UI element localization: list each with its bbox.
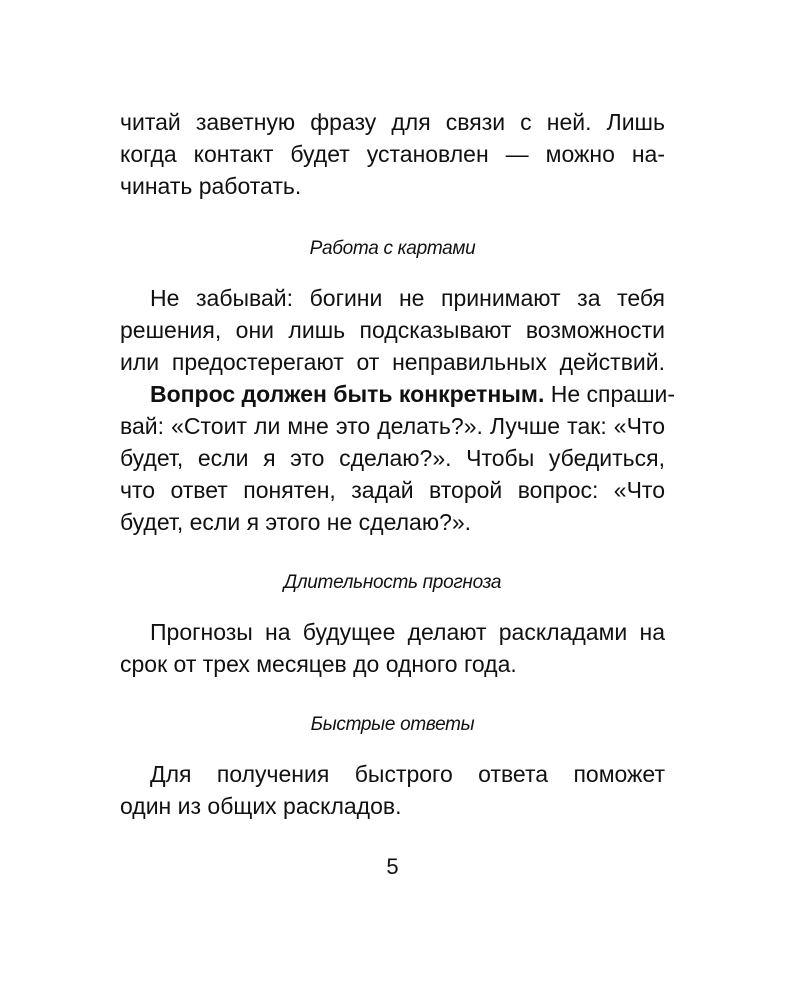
paragraph-text: Не спраши- [544, 381, 676, 407]
paragraph-line: будет, если я это сделаю?». Чтобы убедиться, [120, 445, 665, 471]
paragraph-line: вай: «Стоит ли мне это делать?». Лучше так: «Что [120, 413, 665, 439]
paragraph-line: решения, они лишь подсказывают возможности [120, 317, 665, 343]
section-heading-quick-answers: Быстрые ответы [310, 714, 475, 735]
paragraph-line: читай заветную фразу для связи с ней. Лишь [120, 109, 665, 135]
emphasis-text: Вопрос должен быть конкретным. [150, 381, 545, 407]
book-page [120, 0, 676, 1000]
paragraph-line: чинать работать. [120, 173, 302, 199]
paragraph-line: Прогнозы на будущее делают раскладами на [150, 619, 665, 645]
paragraph-line: один из общих раскладов. [120, 793, 402, 819]
paragraph-line: что ответ понятен, задай второй вопрос: «Что [120, 477, 665, 503]
page-number: 5 [386, 854, 399, 879]
paragraph-line: срок от трех месяцев до одного года. [120, 651, 517, 677]
section-heading-work-with-cards: Работа с картами [309, 238, 476, 259]
paragraph-line: или предостерегают от неправильных действий. [120, 349, 665, 375]
section-heading-forecast-duration: Длительность прогноза [283, 572, 502, 593]
paragraph-line: Не забывай: богини не принимают за тебя [150, 285, 665, 311]
paragraph-line: будет, если я этого не сделаю?». [120, 509, 472, 535]
paragraph-line: когда контакт будет установлен — можно на- [120, 141, 665, 167]
paragraph-line [120, 378, 676, 410]
paragraph-line: Для получения быстрого ответа поможет [150, 761, 665, 787]
